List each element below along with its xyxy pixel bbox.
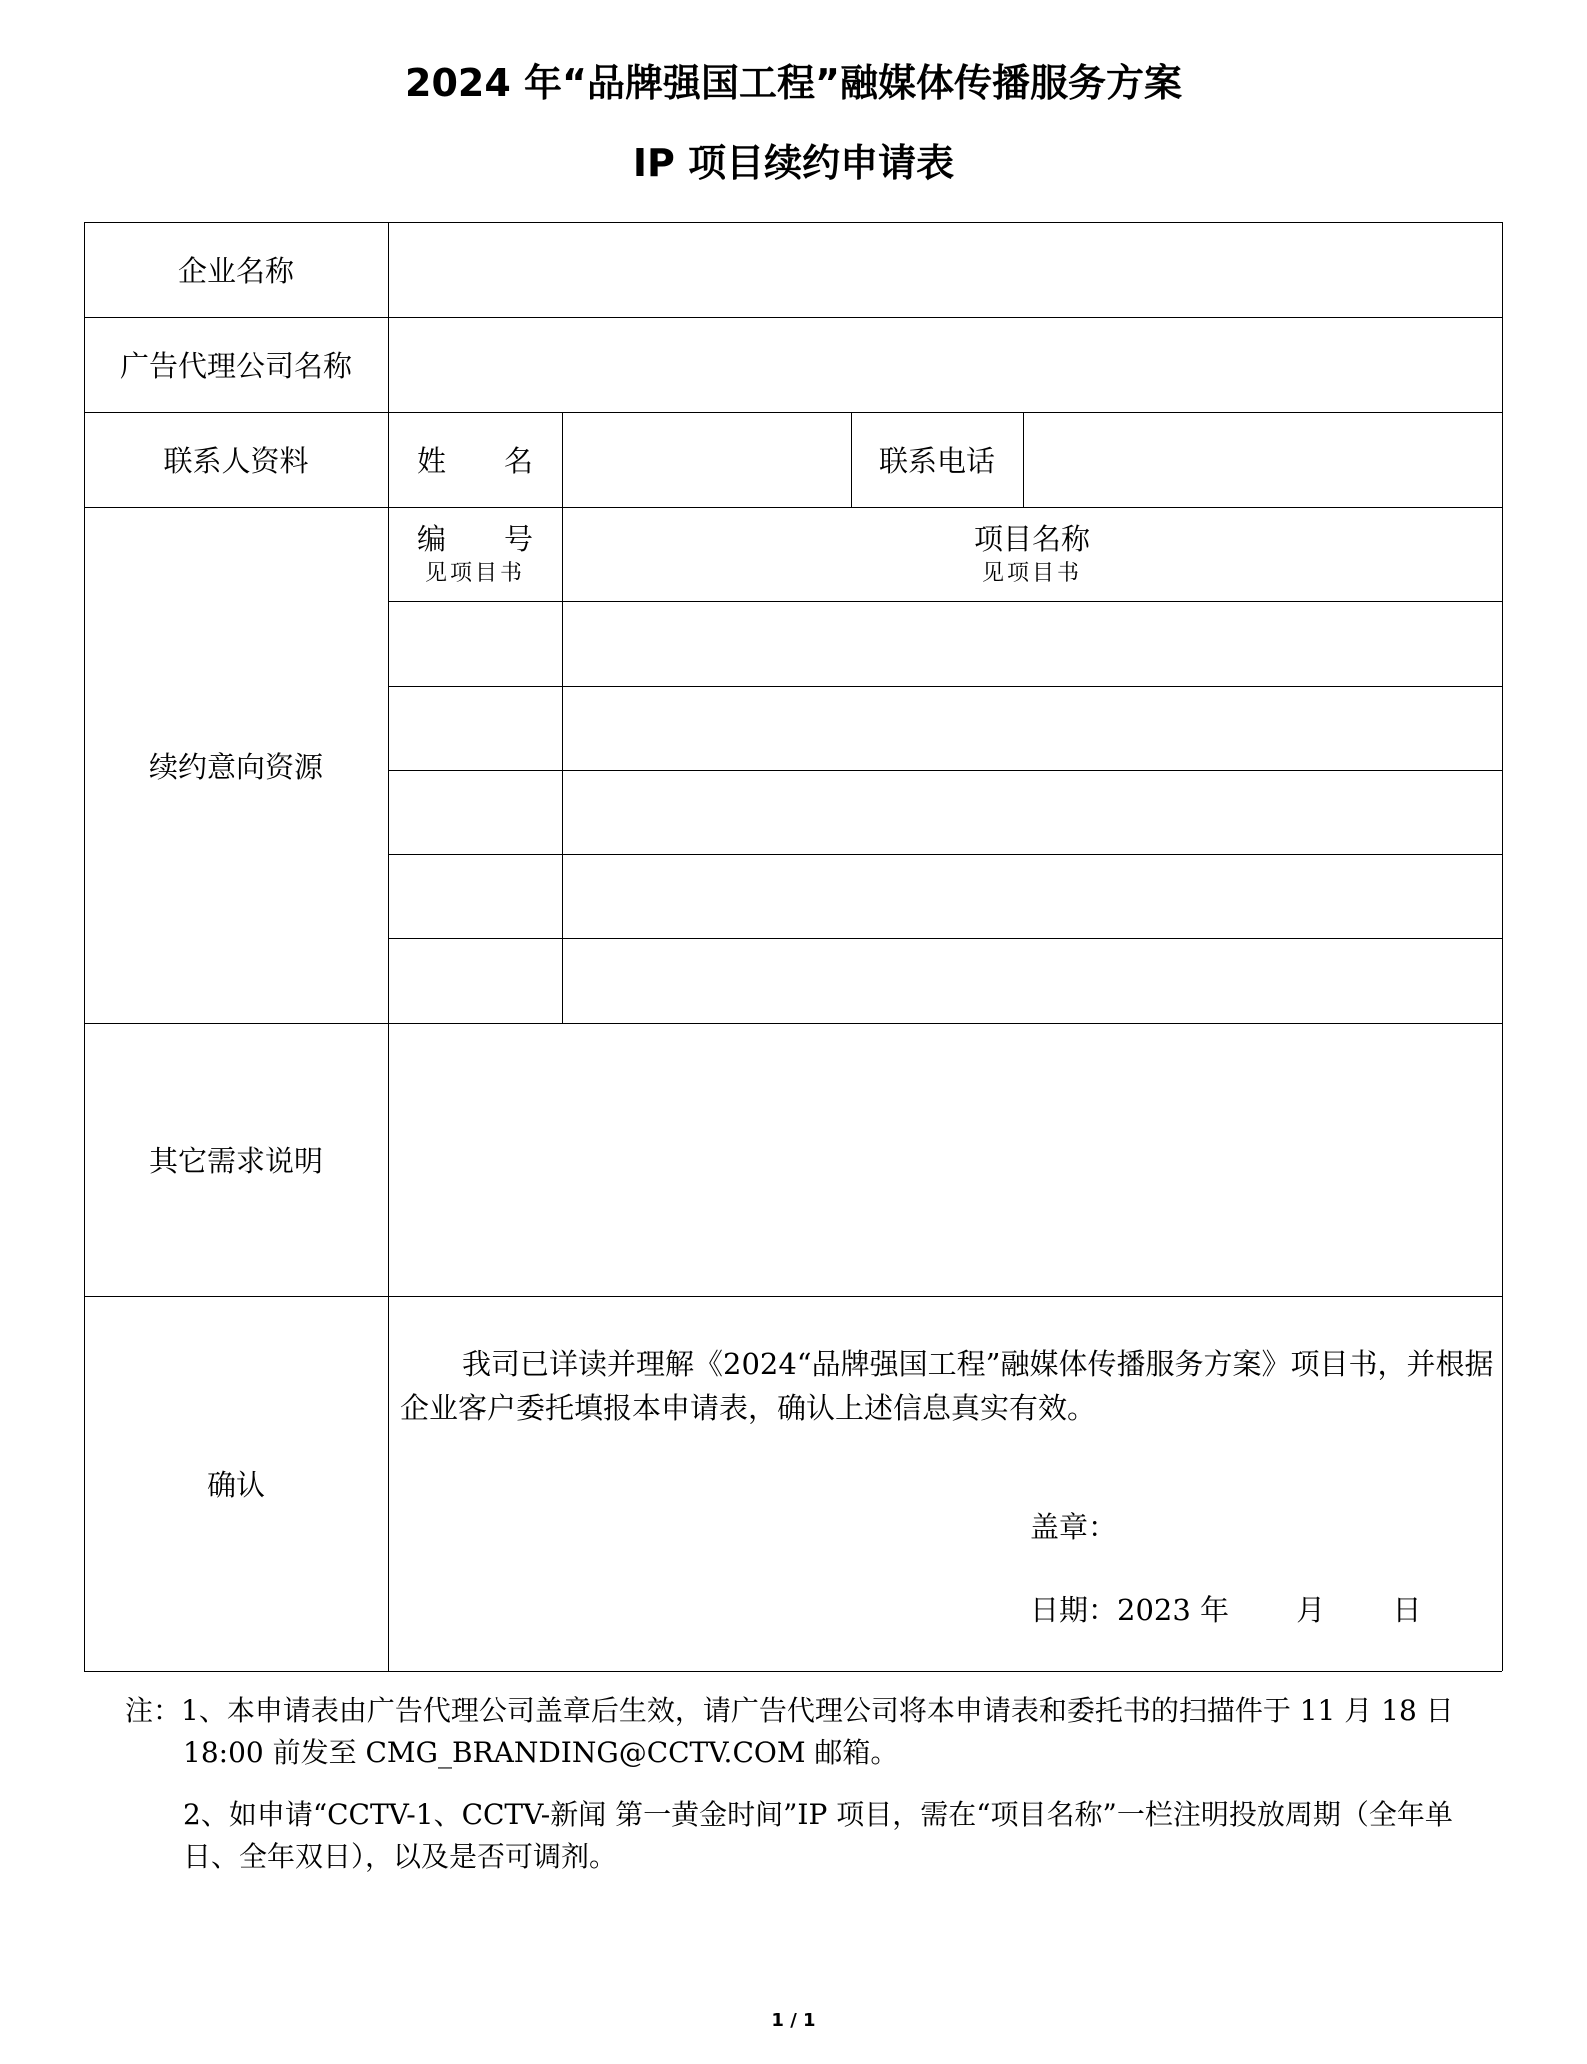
confirmation-text: 我司已详读并理解《2024“品牌强国工程”融媒体传播服务方案》项目书，并根据企业客户委托填报本申请表，确认上述信息真实有效。	[400, 1347, 1494, 1425]
code-field[interactable]	[388, 770, 562, 854]
contact-name-label: 姓 名	[416, 444, 533, 478]
notes-section	[125, 1690, 1475, 1898]
code-field[interactable]	[388, 938, 562, 1023]
document-title: 2024 年“品牌强国工程”融媒体传播服务方案	[405, 61, 1182, 105]
confirmation-statement	[400, 1342, 1500, 1430]
project-subheader: 见项目书	[981, 560, 1082, 586]
code-field[interactable]	[388, 686, 562, 770]
date-label: 日期：2023 年 月 日	[1030, 1593, 1422, 1627]
project-header: 项目名称	[973, 521, 1090, 556]
note-2: 2、如申请“CCTV-1、CCTV-新闻 第一黄金时间”IP 项目，需在“项目名称”一栏注明投放周期（全年单日、全年双日），以及是否可调剂。	[183, 1798, 1453, 1873]
page-number: 1 / 1	[771, 2010, 816, 2031]
confirmation-label: 确认	[206, 1468, 265, 1502]
project-name-field[interactable]	[562, 601, 1502, 686]
table-border-bottom	[84, 1671, 1502, 1672]
project-name-field[interactable]	[562, 686, 1502, 770]
contact-phone-label: 联系电话	[878, 444, 995, 478]
project-name-field[interactable]	[562, 854, 1502, 938]
code-field[interactable]	[388, 601, 562, 686]
company-name-label: 企业名称	[177, 254, 294, 288]
project-name-column-header	[562, 507, 1502, 601]
contact-name-field[interactable]	[562, 412, 851, 507]
other-requirements-field[interactable]	[388, 1023, 1502, 1296]
other-requirements-label: 其它需求说明	[148, 1144, 323, 1178]
table-border-right	[1502, 222, 1503, 1671]
code-field[interactable]	[388, 854, 562, 938]
stamp-label: 盖章：	[1030, 1510, 1118, 1544]
document-subtitle: IP 项目续约申请表	[632, 141, 955, 185]
note-1: 注：1、本申请表由广告代理公司盖章后生效，请广告代理公司将本申请表和委托书的扫描件于 11 月 18 日 18:00 前发至 CMG_BRANDING@CCTV.COM 邮箱。	[125, 1694, 1454, 1769]
agency-name-field[interactable]	[388, 317, 1502, 412]
code-column-header	[388, 507, 562, 601]
contact-phone-field[interactable]	[1023, 412, 1502, 507]
project-name-field[interactable]	[562, 938, 1502, 1023]
renewal-resources-label: 续约意向资源	[148, 749, 323, 784]
agency-name-label: 广告代理公司名称	[119, 349, 352, 383]
project-name-field[interactable]	[562, 770, 1502, 854]
code-header: 编 号	[416, 521, 533, 556]
code-subheader: 见项目书	[424, 560, 525, 586]
company-name-field[interactable]	[388, 222, 1502, 317]
contact-info-label: 联系人资料	[163, 444, 309, 478]
